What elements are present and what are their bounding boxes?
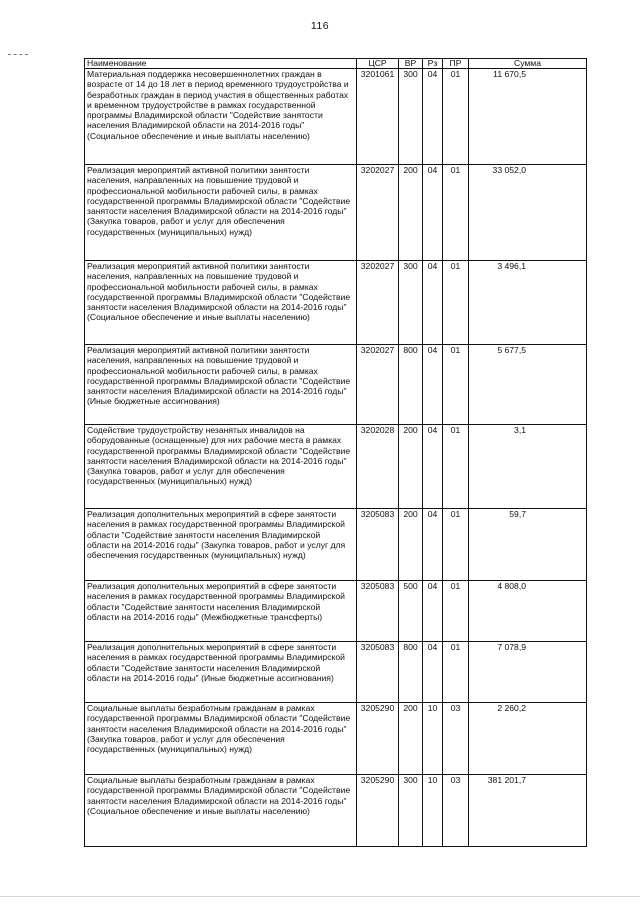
row-name: Социальные выплаты безработным гражданам в рамках государственной программы Владимирской области "Содействие занятости населения Владимирской области на 2014-2016 годы" (Социальное обеспечение и иные выплаты населению)	[85, 775, 357, 847]
row-sum: 59,7	[469, 509, 587, 581]
row-sum: 33 052,0	[469, 165, 587, 261]
table-row	[85, 509, 587, 581]
table-row	[85, 425, 587, 509]
row-vr: 300	[399, 775, 423, 847]
row-pr: 03	[443, 703, 469, 775]
table-row	[85, 642, 587, 703]
row-vr: 200	[399, 425, 423, 509]
row-rz: 04	[423, 581, 443, 642]
header-rz: Рз	[423, 59, 443, 69]
row-pr: 01	[443, 261, 469, 345]
row-sum: 4 808,0	[469, 581, 587, 642]
row-name: Социальные выплаты безработным гражданам в рамках государственной программы Владимирской области "Содействие занятости населения Владимирской области на 2014-2016 годы" (Закупка товаров, работ и услуг для обеспечения государственных (муниципальных) нужд)	[85, 703, 357, 775]
row-pr: 01	[443, 581, 469, 642]
row-vr: 800	[399, 345, 423, 425]
row-csr: 3205290	[357, 775, 399, 847]
row-vr: 500	[399, 581, 423, 642]
row-csr: 3202027	[357, 261, 399, 345]
row-csr: 3205083	[357, 642, 399, 703]
row-name: Реализация мероприятий активной политики занятости населения, направленных на повышение трудовой и профессиональной мобильности рабочей силы, в рамках государственной программы Владимирской области "Содействие занятости населения Владимирской области на 2014-2016 годы" (Иные бюджетные ассигнования)	[85, 345, 357, 425]
row-sum: 381 201,7	[469, 775, 587, 847]
table-row	[85, 165, 587, 261]
row-vr: 300	[399, 261, 423, 345]
table-row	[85, 581, 587, 642]
row-pr: 01	[443, 345, 469, 425]
row-vr: 300	[399, 69, 423, 165]
row-vr: 200	[399, 509, 423, 581]
scan-edge-mark	[8, 54, 28, 55]
table-row	[85, 703, 587, 775]
row-pr: 01	[443, 642, 469, 703]
row-name: Реализация мероприятий активной политики занятости населения, направленных на повышение трудовой и профессиональной мобильности рабочей силы, в рамках государственной программы Владимирской области "Содействие занятости населения Владимирской области на 2014-2016 годы" (Социальное обеспечение и иные выплаты населению)	[85, 261, 357, 345]
row-sum: 5 677,5	[469, 345, 587, 425]
page-bottom-edge	[0, 896, 640, 897]
row-sum: 7 078,9	[469, 642, 587, 703]
row-csr: 3202027	[357, 345, 399, 425]
row-rz: 10	[423, 775, 443, 847]
row-rz: 04	[423, 345, 443, 425]
row-rz: 04	[423, 509, 443, 581]
header-name: Наименование	[85, 59, 357, 69]
row-vr: 200	[399, 703, 423, 775]
row-sum: 3,1	[469, 425, 587, 509]
row-rz: 04	[423, 165, 443, 261]
row-csr: 3205083	[357, 509, 399, 581]
row-csr: 3205290	[357, 703, 399, 775]
row-name: Материальная поддержка несовершеннолетних граждан в возрасте от 14 до 18 лет в период временного трудоустройства и безработных граждан в период участия в общественных работах и временном трудоустройстве в рамках государственной программы Владимирской области "Содействие занятости населения Владимирской области на 2014-2016 годы" (Социальное обеспечение и иные выплаты населению)	[85, 69, 357, 165]
row-rz: 04	[423, 642, 443, 703]
page-number: 116	[310, 20, 330, 32]
row-pr: 03	[443, 775, 469, 847]
row-name: Реализация дополнительных мероприятий в сфере занятости населения в рамках государственной программы Владимирской области "Содействие занятости населения Владимирской области на 2014-2016 годы" (Межбюджетные трансферты)	[85, 581, 357, 642]
header-vr: ВР	[399, 59, 423, 69]
row-pr: 01	[443, 165, 469, 261]
table-row	[85, 345, 587, 425]
row-name: Реализация мероприятий активной политики занятости населения, направленных на повышение трудовой и профессиональной мобильности рабочей силы, в рамках государственной программы Владимирской области "Содействие занятости населения Владимирской области на 2014-2016 годы" (Закупка товаров, работ и услуг для обеспечения государственных (муниципальных) нужд)	[85, 165, 357, 261]
row-pr: 01	[443, 425, 469, 509]
row-rz: 10	[423, 703, 443, 775]
header-csr: ЦСР	[357, 59, 399, 69]
table-header-row	[85, 59, 587, 69]
row-csr: 3202028	[357, 425, 399, 509]
row-pr: 01	[443, 509, 469, 581]
row-csr: 3201061	[357, 69, 399, 165]
row-csr: 3202027	[357, 165, 399, 261]
row-vr: 800	[399, 642, 423, 703]
row-rz: 04	[423, 261, 443, 345]
row-name: Содействие трудоустройству незанятых инвалидов на оборудованные (оснащенные) для них рабочие места в рамках государственной программы Владимирской области "Содействие занятости населения Владимирской области на 2014-2016 годы" (Закупка товаров, работ и услуг для обеспечения государственных (муниципальных) нужд)	[85, 425, 357, 509]
row-csr: 3205083	[357, 581, 399, 642]
row-pr: 01	[443, 69, 469, 165]
table-row	[85, 775, 587, 847]
table-row	[85, 261, 587, 345]
row-sum: 11 670,5	[469, 69, 587, 165]
table-row	[85, 69, 587, 165]
header-sum: Сумма	[469, 59, 587, 69]
row-rz: 04	[423, 69, 443, 165]
row-sum: 3 496,1	[469, 261, 587, 345]
row-name: Реализация дополнительных мероприятий в сфере занятости населения в рамках государственной программы Владимирской области "Содействие занятости населения Владимирской области на 2014-2016 годы" (Закупка товаров, работ и услуг для обеспечения государственных (муниципальных) нужд)	[85, 509, 357, 581]
row-name: Реализация дополнительных мероприятий в сфере занятости населения в рамках государственной программы Владимирской области "Содействие занятости населения Владимирской области на 2014-2016 годы" (Иные бюджетные ассигнования)	[85, 642, 357, 703]
budget-table	[84, 58, 587, 847]
row-rz: 04	[423, 425, 443, 509]
header-pr: ПР	[443, 59, 469, 69]
row-sum: 2 260,2	[469, 703, 587, 775]
row-vr: 200	[399, 165, 423, 261]
